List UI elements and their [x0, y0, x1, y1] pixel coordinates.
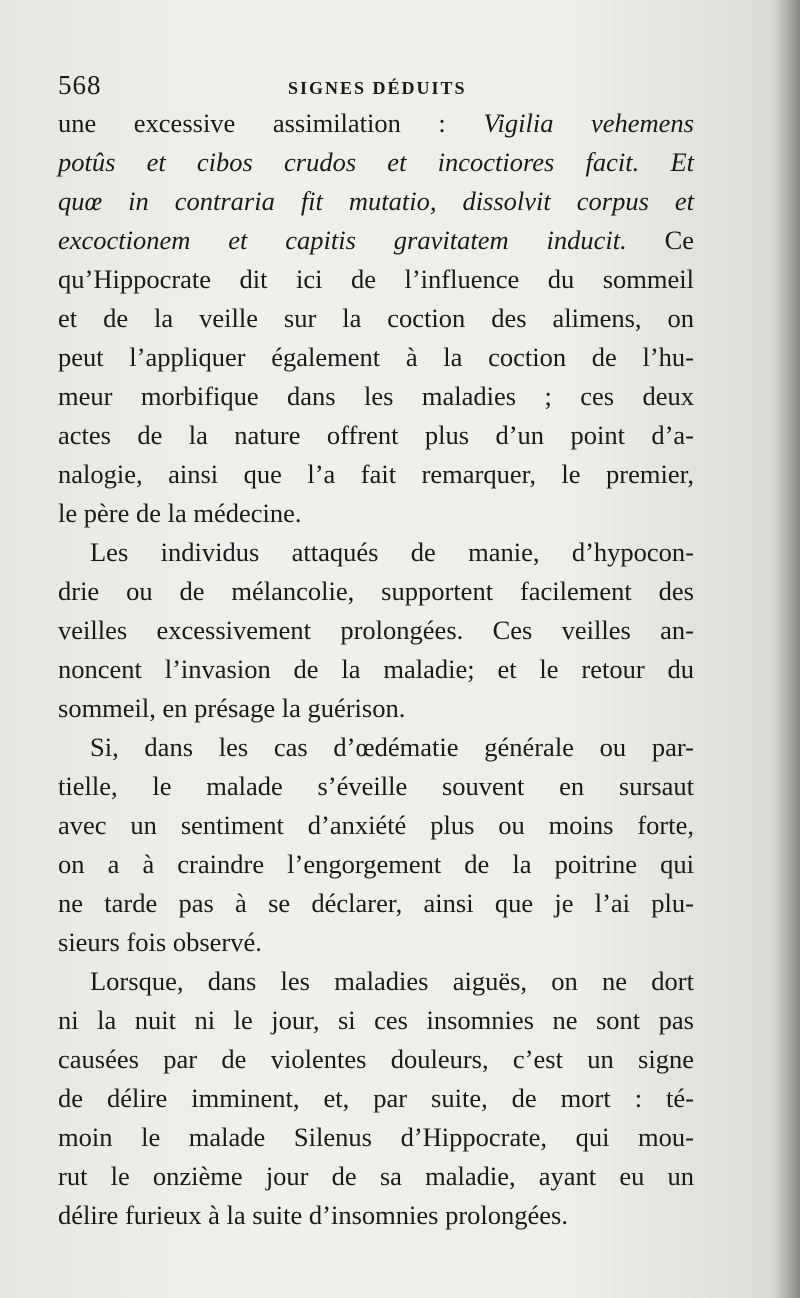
italic-text-segment: Vigilia vehemens: [483, 108, 694, 138]
text-segment: Lorsque, dans les maladies aiguës, on ne dort: [90, 966, 694, 996]
text-segment: qu’Hippocrate dit ici de l’influence du sommeil: [58, 264, 694, 294]
text-line: [58, 806, 694, 845]
text-line: [58, 494, 694, 533]
text-line: [58, 221, 694, 260]
text-segment: tielle, le malade s’éveille souvent en sursaut: [58, 771, 694, 801]
text-segment: drie ou de mélancolie, supportent facilement des: [58, 576, 694, 606]
text-segment: causées par de violentes douleurs, c’est un signe: [58, 1044, 694, 1074]
text-line: [58, 845, 694, 884]
text-line: [58, 299, 694, 338]
text-segment: une excessive assimilation :: [58, 108, 484, 138]
text-line: [58, 1157, 694, 1196]
text-segment: peut l’appliquer également à la coction de l’hu-: [58, 342, 694, 372]
text-line: [58, 767, 694, 806]
body-text: [58, 104, 694, 1235]
italic-text-segment: excoctionem et capitis gravitatem inducit.: [58, 225, 627, 255]
text-segment: rut le onzième jour de sa maladie, ayant eu un: [58, 1161, 694, 1191]
text-line: [58, 1118, 694, 1157]
text-segment: ne tarde pas à se déclarer, ainsi que je l’ai plu-: [58, 888, 694, 918]
text-segment: noncent l’invasion de la maladie; et le retour du: [58, 654, 694, 684]
text-segment: moin le malade Silenus d’Hippocrate, qui mou-: [58, 1122, 694, 1152]
text-segment: actes de la nature offrent plus d’un point d’a-: [58, 420, 694, 450]
text-line: [58, 884, 694, 923]
text-segment: Ce: [626, 225, 695, 255]
text-segment: meur morbifique dans les maladies ; ces deux: [58, 381, 694, 411]
text-line: [58, 728, 694, 767]
text-line: [58, 572, 694, 611]
text-segment: sieurs fois observé.: [58, 927, 262, 957]
text-line: [58, 377, 694, 416]
text-segment: Les individus attaqués de manie, d’hypocon-: [90, 537, 694, 567]
text-segment: délire furieux à la suite d’insomnies prolongées.: [58, 1200, 568, 1230]
text-segment: nalogie, ainsi que l’a fait remarquer, le premier,: [58, 459, 694, 489]
text-segment: avec un sentiment d’anxiété plus ou moins forte,: [58, 810, 694, 840]
text-line: [58, 1001, 694, 1040]
italic-text-segment: quœ in contraria fit mutatio, dissolvit corpus et: [58, 186, 694, 216]
italic-text-segment: potûs et cibos crudos et incoctiores facit. Et: [58, 147, 694, 177]
text-segment: veilles excessivement prolongées. Ces veilles an-: [58, 615, 694, 645]
text-line: [58, 1196, 694, 1235]
page-edge-shadow: [774, 0, 800, 1298]
text-line: [58, 182, 694, 221]
text-line: [58, 416, 694, 455]
page-number: 568: [58, 70, 102, 100]
text-line: [58, 650, 694, 689]
text-line: [58, 104, 694, 143]
text-line: [58, 962, 694, 1001]
text-line: [58, 611, 694, 650]
text-line: [58, 260, 694, 299]
text-segment: sommeil, en présage la guérison.: [58, 693, 406, 723]
text-segment: de délire imminent, et, par suite, de mort : té-: [58, 1083, 694, 1113]
text-segment: ni la nuit ni le jour, si ces insomnies ne sont pas: [58, 1005, 694, 1035]
text-line: [58, 923, 694, 962]
text-line: [58, 1079, 694, 1118]
text-segment: et de la veille sur la coction des alimens, on: [58, 303, 694, 333]
text-segment: le père de la médecine.: [58, 498, 302, 528]
text-line: [58, 1040, 694, 1079]
text-line: [58, 455, 694, 494]
running-head: SIGNES DÉDUITS: [288, 78, 467, 98]
text-line: [58, 338, 694, 377]
text-line: [58, 689, 694, 728]
text-segment: on a à craindre l’engorgement de la poitrine qui: [58, 849, 694, 879]
text-segment: Si, dans les cas d’œdématie générale ou par-: [90, 732, 694, 762]
text-line: [58, 143, 694, 182]
text-line: [58, 533, 694, 572]
